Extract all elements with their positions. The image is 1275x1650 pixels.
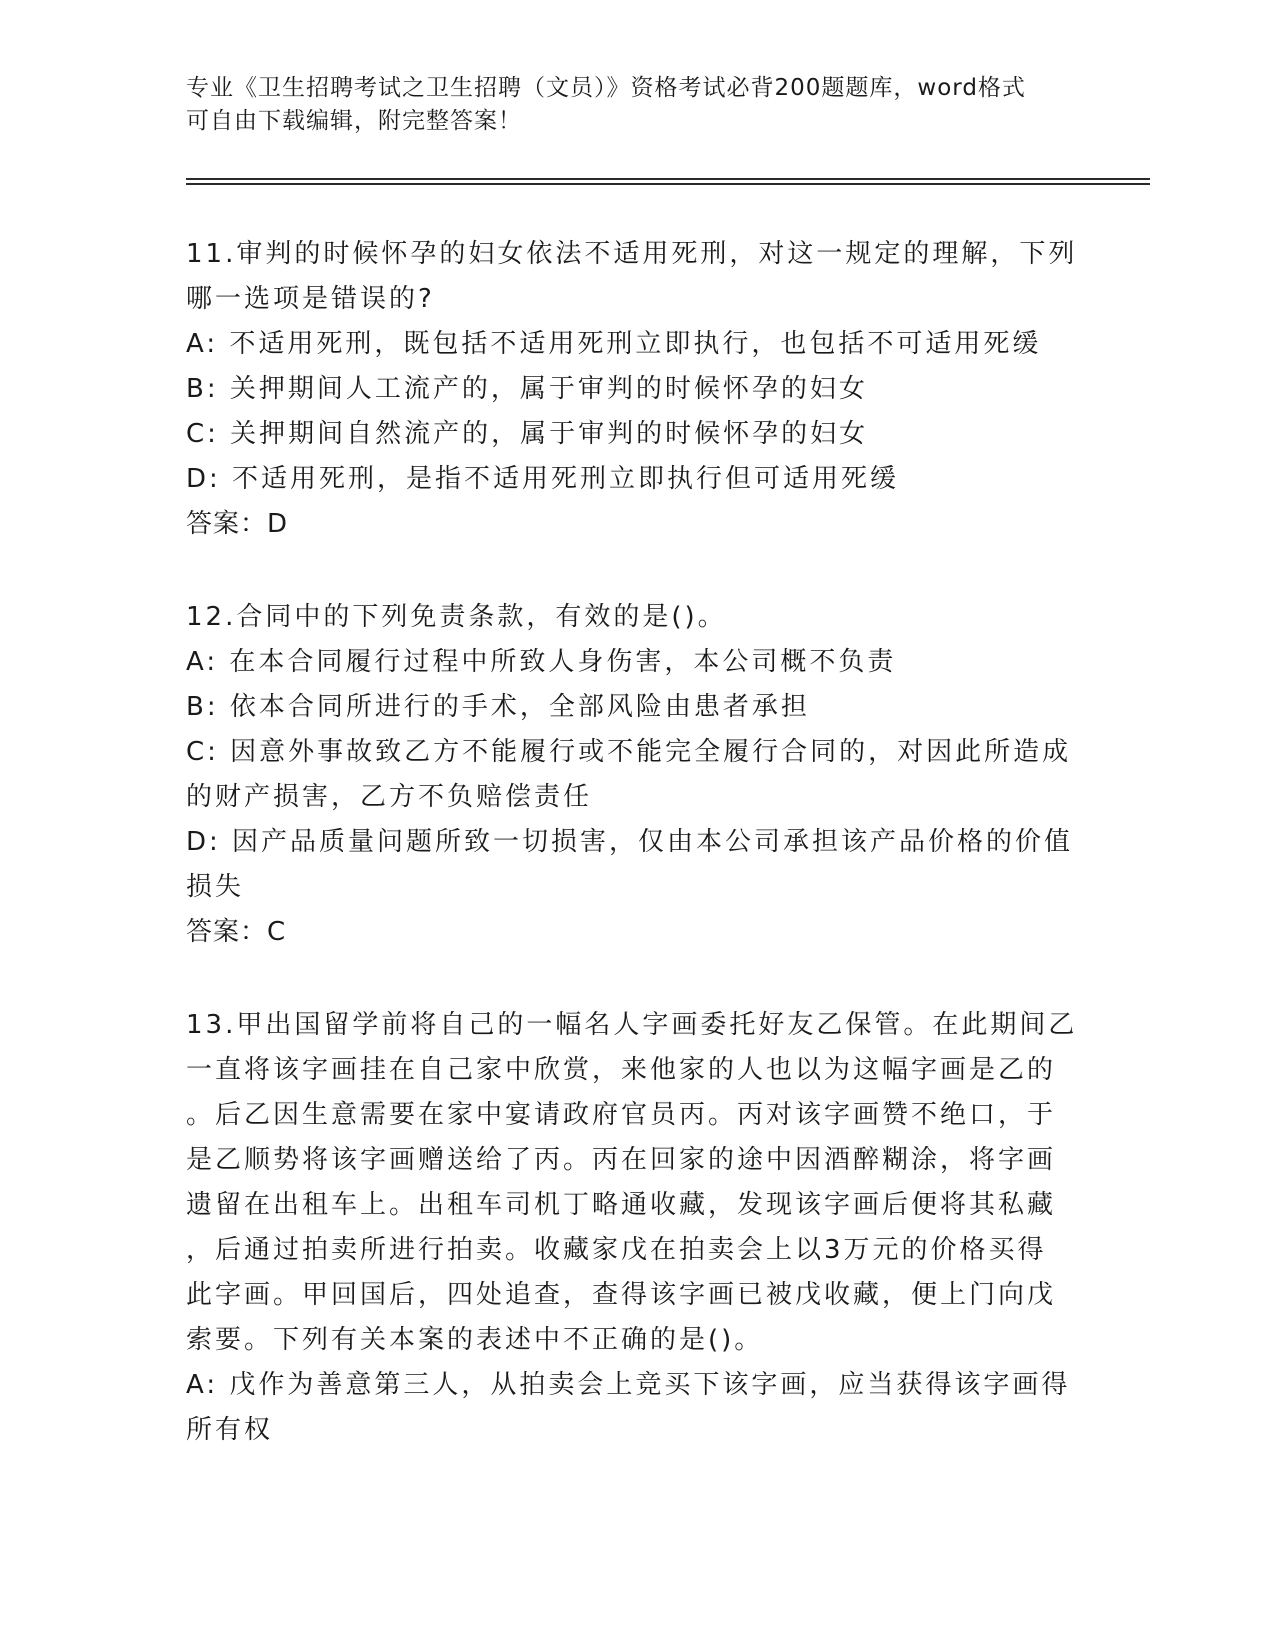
question-11 <box>186 232 1086 547</box>
header-title-line-1: 专业《卫生招聘考试之卫生招聘（文员）》资格考试必背200题题库，word格式 <box>186 75 1026 101</box>
question-12-option-c-line-1: C: 因意外事故致乙方不能履行或不能完全履行合同的，对因此所造成 <box>186 737 1072 767</box>
question-12 <box>186 595 1086 955</box>
question-13 <box>186 1003 1086 1453</box>
question-11-option-a: A: 不适用死刑，既包括不适用死刑立即执行，也包括不可适用死缓 <box>186 329 1042 359</box>
question-11-answer: 答案：D <box>186 509 289 539</box>
question-13-stem-line-7: 此字画。甲回国后，四处追查，查得该字画已被戊收藏，便上门向戊 <box>186 1280 1057 1310</box>
question-12-option-b: B: 依本合同所进行的手术，全部风险由患者承担 <box>186 692 810 722</box>
document-header <box>186 72 1086 138</box>
question-12-answer: 答案：C <box>186 917 287 947</box>
question-11-option-c: C: 关押期间自然流产的，属于审判的时候怀孕的妇女 <box>186 419 869 449</box>
question-11-stem-line-2: 哪一选项是错误的? <box>186 284 435 314</box>
question-13-stem-line-5: 遗留在出租车上。出租车司机丁略通收藏，发现该字画后便将其私藏 <box>186 1190 1057 1220</box>
header-title-line-2: 可自由下载编辑，附完整答案！ <box>186 108 522 134</box>
header-divider-top <box>186 178 1150 180</box>
question-13-stem-line-6: ，后通过拍卖所进行拍卖。收藏家戊在拍卖会上以3万元的价格买得 <box>186 1235 1047 1265</box>
question-13-stem-line-3: 。后乙因生意需要在家中宴请政府官员丙。丙对该字画赞不绝口，于 <box>186 1100 1057 1130</box>
question-13-stem-line-8: 索要。下列有关本案的表述中不正确的是()。 <box>186 1325 764 1355</box>
question-13-option-a-line-1: A: 戊作为善意第三人，从拍卖会上竞买下该字画，应当获得该字画得 <box>186 1370 1071 1400</box>
question-12-option-c-line-2: 的财产损害，乙方不负赔偿责任 <box>186 782 593 812</box>
question-12-stem: 12.合同中的下列免责条款，有效的是()。 <box>186 602 727 632</box>
question-12-option-d-line-2: 损失 <box>186 872 245 902</box>
question-list <box>186 232 1086 1501</box>
question-11-option-b: B: 关押期间人工流产的，属于审判的时候怀孕的妇女 <box>186 374 868 404</box>
question-13-option-a-line-2: 所有权 <box>186 1415 274 1445</box>
question-13-stem-line-1: 13.甲出国留学前将自己的一幅名人字画委托好友乙保管。在此期间乙 <box>186 1010 1078 1040</box>
header-divider-bottom <box>186 183 1150 185</box>
question-12-option-a: A: 在本合同履行过程中所致人身伤害，本公司概不负责 <box>186 647 897 677</box>
question-13-stem-line-4: 是乙顺势将该字画赠送给了丙。丙在回家的途中因酒醉糊涂，将字画 <box>186 1145 1057 1175</box>
question-13-stem-line-2: 一直将该字画挂在自己家中欣赏，来他家的人也以为这幅字画是乙的 <box>186 1055 1057 1085</box>
question-11-stem-line-1: 11.审判的时候怀孕的妇女依法不适用死刑，对这一规定的理解，下列 <box>186 239 1078 269</box>
question-11-option-d: D: 不适用死刑，是指不适用死刑立即执行但可适用死缓 <box>186 464 900 494</box>
question-12-option-d-line-1: D: 因产品质量问题所致一切损害，仅由本公司承担该产品价格的价值 <box>186 827 1074 857</box>
